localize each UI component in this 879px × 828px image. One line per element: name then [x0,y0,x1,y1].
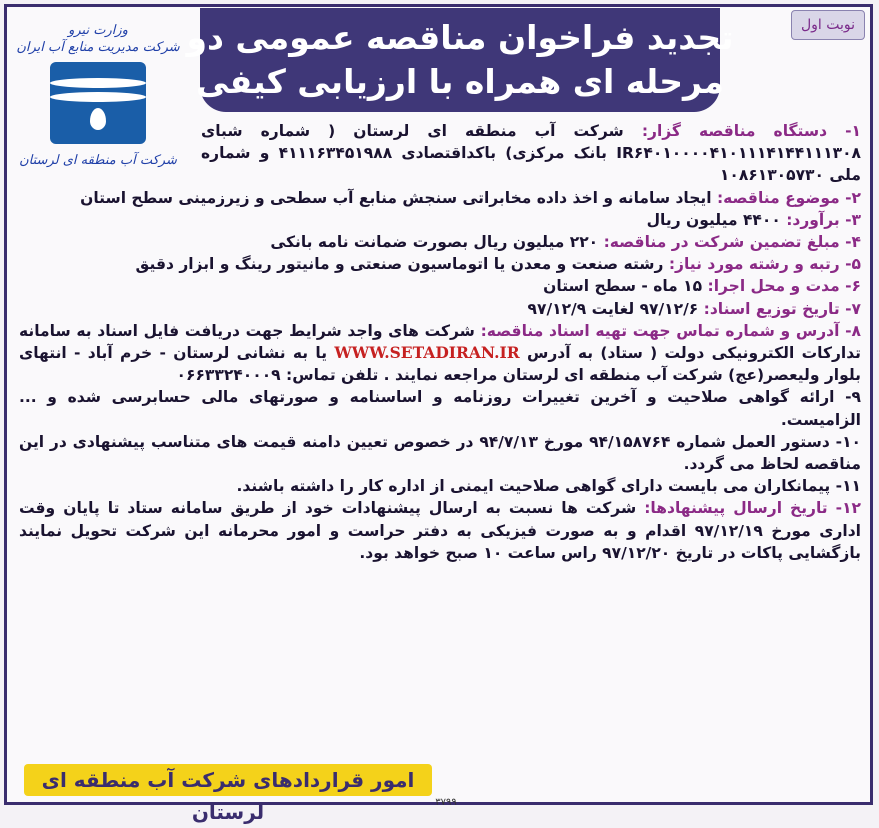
item-text: ۹- ارائه گواهی صلاحیت و آخرین تغییرات روزنامه و اساسنامه و صورتهای مالی حسابرسی شده و ... الزامیست. [19,388,861,429]
signature-bar: امور قراردادهای شرکت آب منطقه ای لرستان [24,764,432,796]
item-label: ۷- تاریخ توزیع اسناد: [703,299,861,318]
item-text: ایجاد سامانه و اخذ داده مخابراتی سنجش منابع آب سطحی و زیرزمینی سطح استان [80,188,717,207]
item-text: شرکت های واجد شرایط جهت دریافت فایل اسناد به سامانه تدارکات الکترونیکی دولت ( ستاد) به آدرس [19,321,861,363]
item-7 [19,298,861,320]
notice-body [19,120,861,564]
item-label: ۵- رتبه و رشته مورد نیاز: [668,255,861,274]
item-4 [19,231,861,253]
logo-company-text: شرکت مدیریت منابع آب ایران [16,40,180,55]
item-text: ۱۵ ماه - سطح استان [543,277,708,296]
logo-ministry-text: وزارت نیرو [68,23,128,38]
item-11 [19,475,861,497]
setadiran-link[interactable]: WWW.SETADIRAN.IR [334,343,520,363]
item-1 [201,120,861,187]
item-6 [19,275,861,297]
item-text: ۹۷/۱۲/۶ لغایت ۹۷/۱۲/۹ [527,299,704,318]
item-text: شرکت آب منطقه ای لرستان ( شماره شبای IR۶۴۰۱۰۰۰۰۴۱۰۱۱۱۴۱۴۴۱۱۱۳۰۸ بانک مرکزی) باکداقتصادی ۴۱۱۱۶۳۴۵۱۹۸۸ و شماره ملی ۱۰۸۶۱۳۰۵۷۳۰ [201,122,861,185]
item-label: ۳- برآورد: [786,210,861,229]
item-9 [19,386,861,430]
item-label: ۱- دستگاه مناقصه گزار: [641,122,861,140]
item-label: ۴- مبلغ تضمین شرکت در مناقصه: [603,233,861,252]
item-10 [19,431,861,475]
item-label: ۶- مدت و محل اجرا: [707,277,861,296]
item-text: ۴۴۰۰ میلیون ریال [646,210,787,229]
title-banner [186,8,734,112]
item-2 [19,187,861,209]
item-label: ۸- آدرس و شماره تماس جهت تهیه اسناد مناقصه: [480,321,861,340]
item-5 [19,253,861,275]
ad-code: ۳۷۹۹ [435,797,457,808]
item-label: ۲- موضوع مناقصه: [716,188,861,207]
item-label: ۱۲- تاریخ ارسال پیشنهادها: [644,499,861,518]
item-8 [19,320,861,387]
title-line-2: مرحله ای همراه با ارزیابی کیفی [196,62,724,101]
item-text: رشته صنعت و معدن یا اتوماسیون صنعتی و مانیتور رینگ و ابزار دقیق [135,255,669,274]
item-text: ۱۱- پیمانکاران می بایست دارای گواهی صلاحیت ایمنی از اداره کار را داشته باشند. [236,477,861,496]
item-text: ۲۲۰ میلیون ریال بصورت ضمانت نامه بانکی [270,233,604,252]
item-text: یا به نشانی لرستان - خرم آباد - انتهای بلوار ولیعصر(عج) شرکت آب منطقه ای لرستان مراجعه نمایند . تلفن تماس: ۰۶۶۳۳۲۴۰۰۰۹ [19,344,861,385]
item-12 [19,497,861,564]
logo-regional-text: شرکت آب منطقه ای لرستان [19,153,177,168]
item-text: ۱۰- دستور العمل شماره ۹۴/۱۵۸۷۶۴ مورخ ۹۴/۷/۱۳ در خصوص تعیین دامنه قیمت های متناسب پیشنهادی در این مناقصه لحاظ می گردد. [19,432,861,474]
round-badge: نوبت اول [791,10,865,40]
item-text: شرکت ها نسبت به ارسال پیشنهادات خود از طریق سامانه ستاد تا پایان وقت اداری مورخ ۹۷/۱۲/۱۹ اقدام و به صورت فیزیکی به دفتر حراست و امور محرمانه این شرکت تحویل نمایند بازگشایی پاکات در تاریخ ۹۷/۱۲/۲۰ راس ساعت ۱۰ صبح خواهد بود. [19,499,861,562]
title-line-1: تجدید فراخوان مناقصه عمومی دو [186,18,734,57]
item-3 [19,209,861,231]
